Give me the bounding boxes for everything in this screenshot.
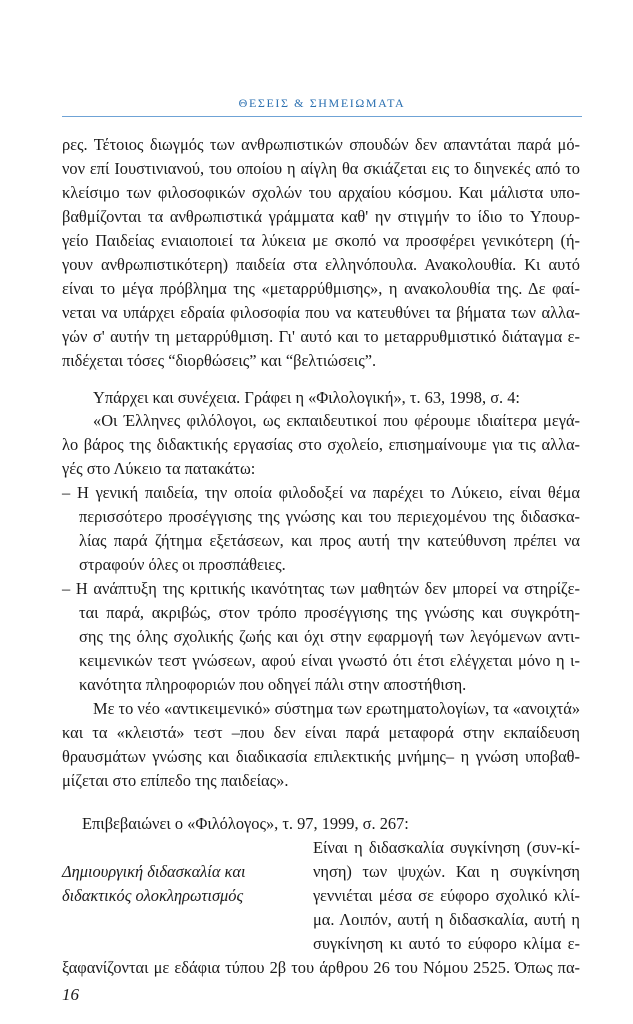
- page-number: 16: [62, 985, 79, 1004]
- right-column-line: γεννιέται μέσα σε εύφορο σχολικό κλί-: [313, 886, 580, 905]
- text-line: είναι το μέγα πρόβλημα της «μεταρρύθμισης», η ανακολουθία της. Δε φαί-: [62, 279, 580, 298]
- text-line: πιδέχεται τόσες “διορθώσεις” και “βελτιώσεις”.: [62, 351, 377, 370]
- text-line: βαθμίζονται τα ανθρωπιστικά γράμματα καθ' ην στιγμήν το ίδιο το Υπουρ-: [62, 207, 580, 226]
- quote-line: θραυσμάτων γνώσης και διαδικασία επιλεκτικής μνήμης– η γνώση υποβαθ-: [62, 747, 580, 766]
- quote-line: μίζεται στο επίπεδο της παιδείας».: [62, 771, 289, 790]
- right-column-line: συγκίνηση κι αυτό το εύφορο κλίμα ε-: [313, 934, 580, 953]
- bullet-line: – Η γενική παιδεία, την οποία φιλοδοξεί να παρέχει το Λύκειο, είναι θέμα: [62, 483, 580, 502]
- paragraph-intro: Επιβεβαιώνει ο «Φιλόλογος», τ. 97, 1999, σ. 267:: [82, 814, 409, 833]
- running-header: ΘΕΣΕΙΣ & ΣΗΜΕΙΩΜΑΤΑ: [238, 96, 406, 110]
- right-column-line: νηση) των ψυχών. Και η συγκίνηση: [313, 862, 580, 881]
- text-line: ρες. Τέτοιος διωγμός των ανθρωπιστικών σπουδών δεν απαντάται παρά μό-: [62, 135, 580, 154]
- header-rule: [62, 116, 582, 117]
- quote-line: γές στο Λύκειο τα πατακάτω:: [62, 459, 256, 478]
- text-line: γών σ' αυτήν τη μεταρρύθμιση. Γι' αυτό και το μεταρρυθμιστικό διάταγμα ε-: [62, 327, 580, 346]
- right-column-line: μα. Λοιπόν, αυτή η διδασκαλία, αυτή η: [313, 910, 580, 929]
- bullet-line: κειμενικών τεστ γνώσεων, αφού είναι γνωστό ότι έτσι ελέγχεται μόνο η ι-: [79, 651, 580, 670]
- text-line: νεται να υπάρχει εδραία φιλοσοφία που να κατευθύνει τα βήματα των αλλα-: [62, 303, 580, 322]
- quote-line: «Οι Έλληνες φιλόλογοι, ως εκπαιδευτικοί που φέρουμε ιδιαίτερα μεγά-: [93, 411, 580, 430]
- right-column-line: Είναι η διδασκαλία συγκίνηση (συν-κί-: [313, 838, 580, 857]
- bullet-line: περισσότερο προσέγγισης της γνώσης και του περιεχομένου της διδασκα-: [79, 507, 580, 526]
- quote-line: Με το νέο «αντικειμενικό» σύστημα των ερωτηματολογίων, τα «ανοιχτά»: [93, 699, 581, 718]
- text-line: νον επί Ιουστινιανού, του οποίου η αίγλη θα σκιάζεται εις το διηνεκές από το: [62, 159, 580, 178]
- quote-line: και τα «κλειστά» τεστ –που δεν είναι παρά μεταφορά στην εκπαίδευση: [62, 723, 580, 742]
- bullet-line: κανότητα πληροφοριών που οδηγεί πάλι στην αποστήθιση.: [79, 675, 467, 694]
- text-line: γουν ανθρωπιστικότερη) παιδεία στα ελληνόπουλα. Ανακολουθία. Κι αυτό: [62, 255, 580, 274]
- bullet-line: ται παρά, ακριβώς, στον τρόπο προσέγγισης της γνώσης και συγκρότη-: [79, 603, 580, 622]
- bullet-line: λίας παρά ζήτημα εξετάσεων, και προς αυτή την κατεύθυνση πρέπει να: [79, 531, 580, 550]
- bullet-line: σης της όλης σχολικής ζωής και όχι στην εφαρμογή των λεγόμενων αντι-: [79, 627, 580, 646]
- bullet-line: στραφούν όλες οι προσπάθειες.: [79, 555, 286, 574]
- sidenote-line: Δημιουργική διδασκαλία και: [62, 862, 246, 881]
- sidenote-line: διδακτικός ολοκληρωτισμός: [62, 886, 244, 905]
- paragraph-intro: Υπάρχει και συνέχεια. Γράφει η «Φιλολογική», τ. 63, 1998, σ. 4:: [93, 388, 520, 407]
- text-line: κλείσιμο των φιλοσοφικών σχολών του αρχαίου κόσμου. Και μάλιστα υπο-: [62, 183, 580, 202]
- text-line: γείο Παιδείας ενιαιοποιεί τα λύκεια με σκοπό να προσφέρει γενικότερη (ή-: [62, 231, 580, 250]
- text-line: ξαφανίζονται με εδάφια τύπου 2β του άρθρου 26 του Νόμου 2525. Όπως πα-: [62, 958, 580, 977]
- quote-line: λο βάρος της διδακτικής εργασίας στο σχολείο, επισημαίνουμε για τις αλλα-: [62, 435, 580, 454]
- bullet-line: – Η ανάπτυξη της κριτικής ικανότητας των μαθητών δεν μπορεί να στηρίζε-: [62, 579, 580, 598]
